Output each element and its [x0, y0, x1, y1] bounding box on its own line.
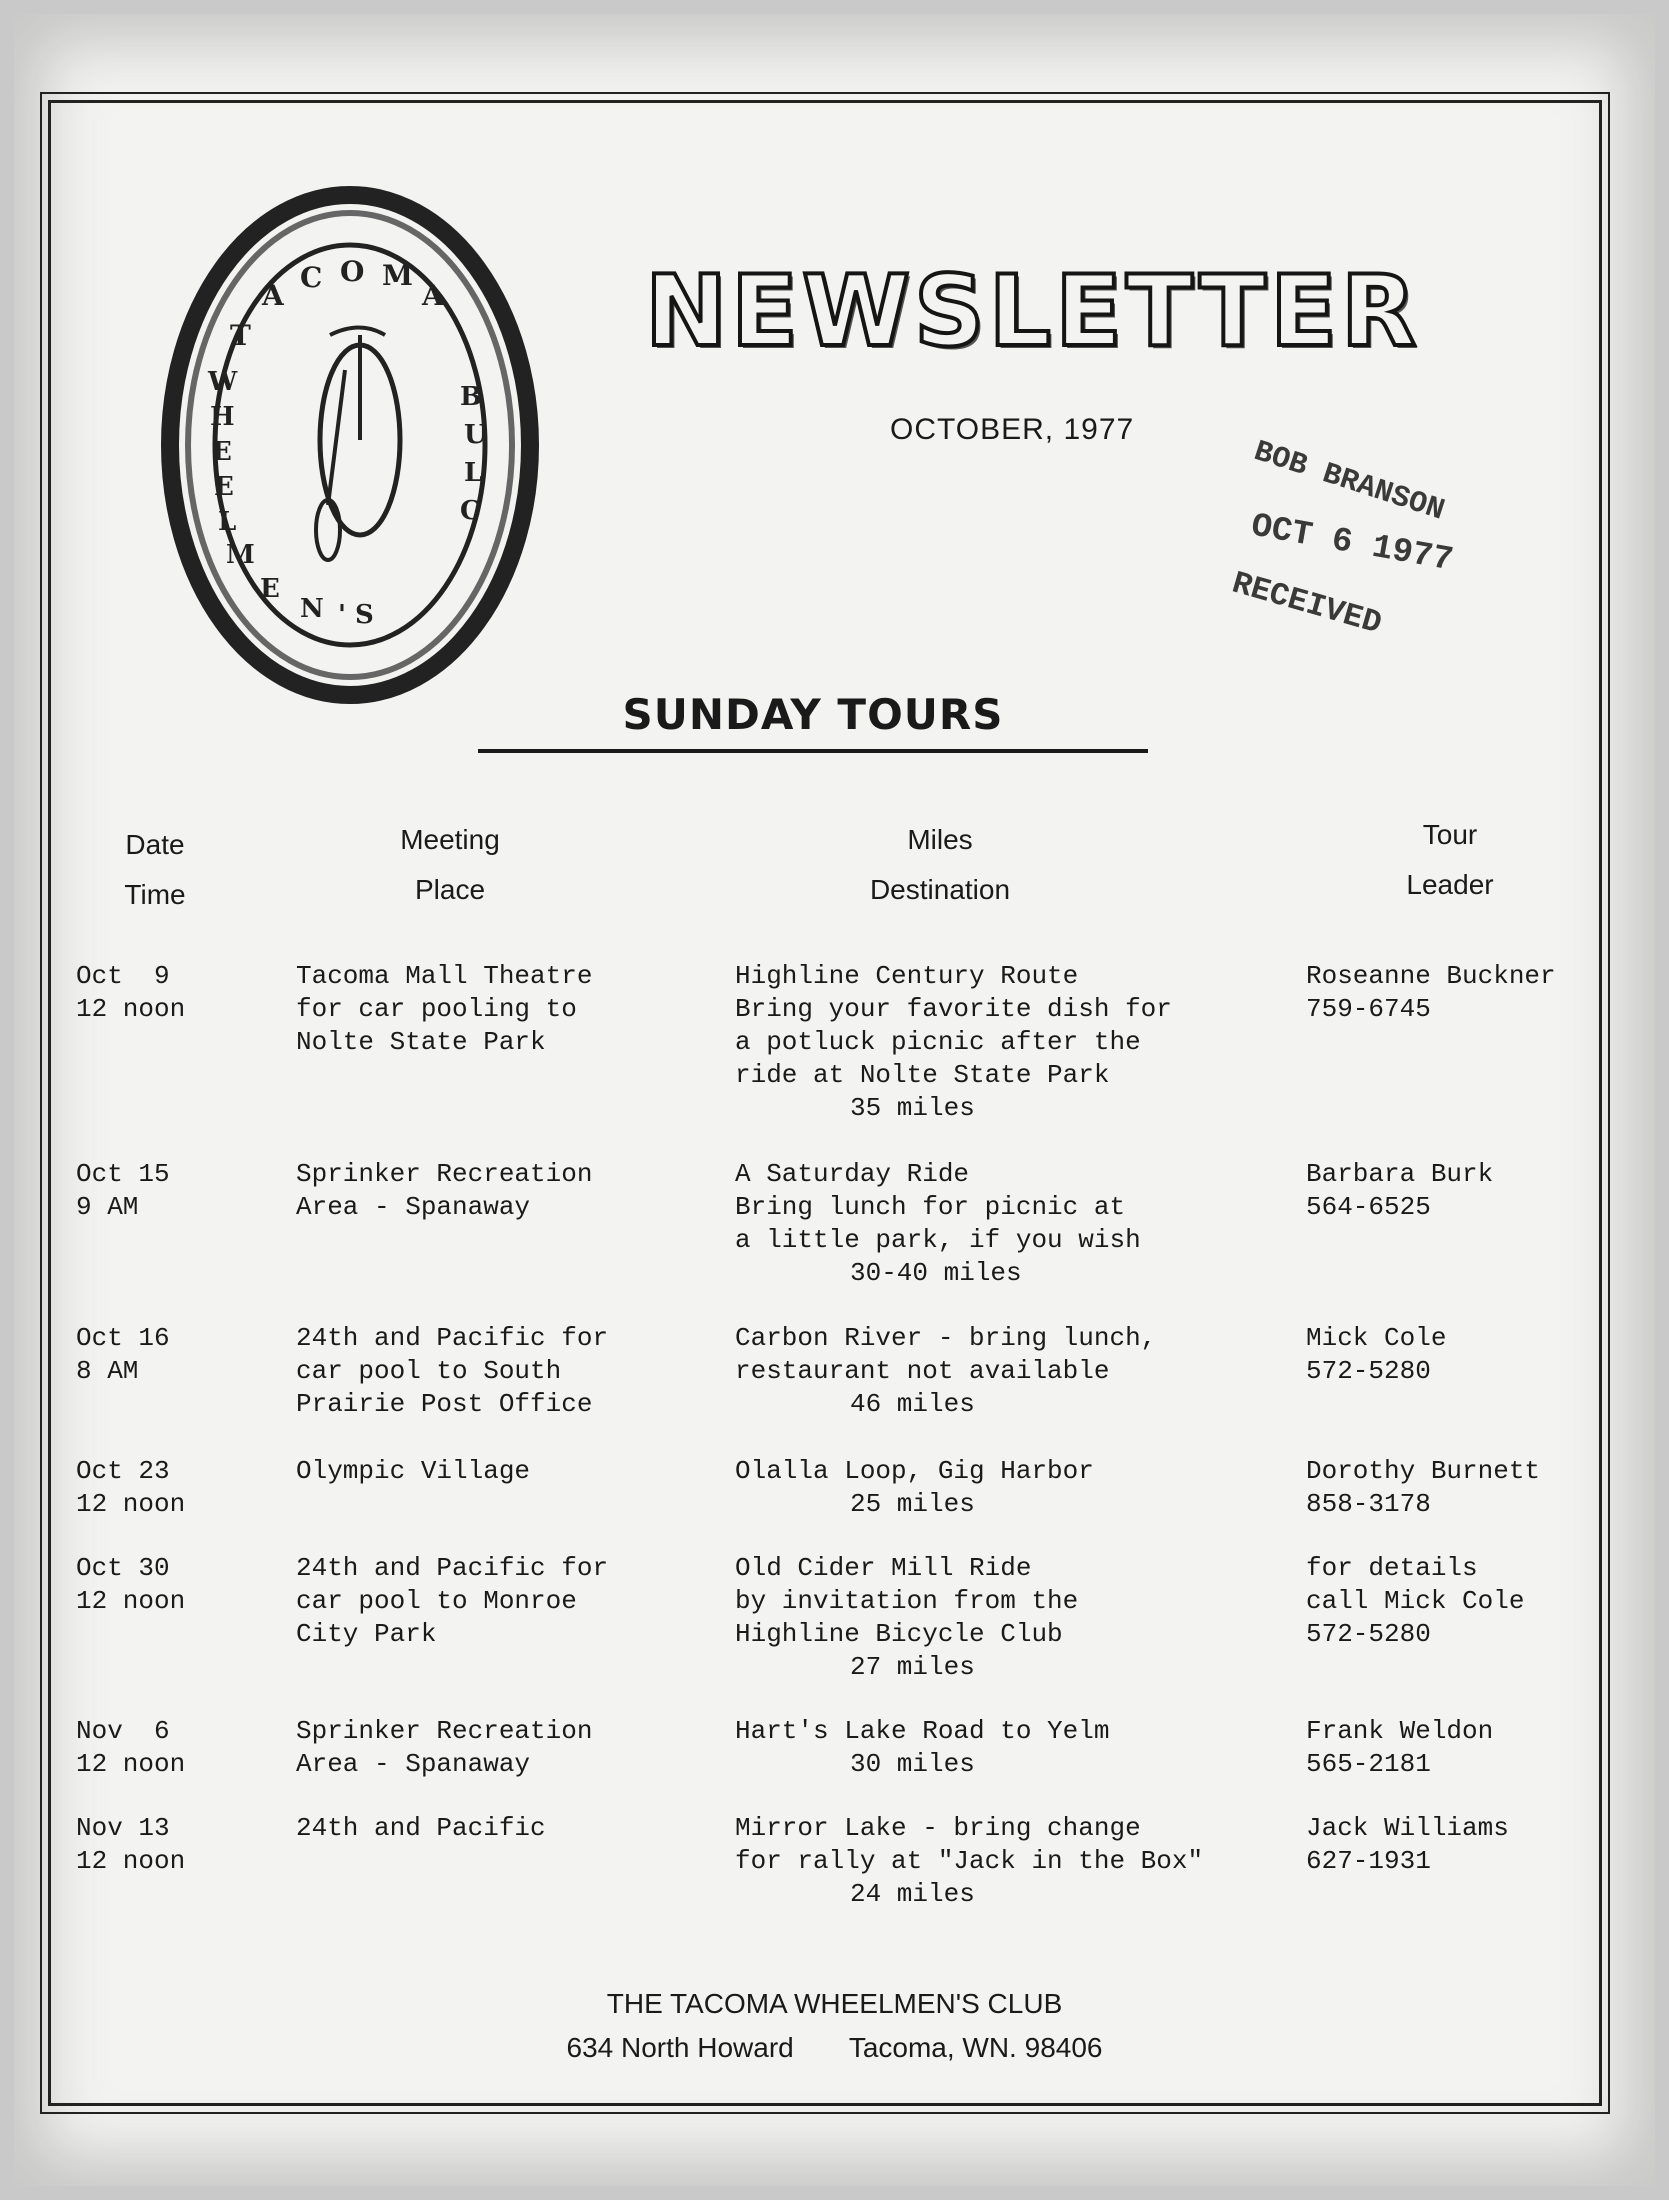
column-header-place: Meeting Place	[400, 824, 500, 905]
footer-club-name: THE TACOMA WHEELMEN'S CLUB	[606, 1988, 1063, 2019]
tour-dest: A Saturday Ride Bring lunch for picnic at a little park, if you wish 30-40 miles	[735, 1159, 1141, 1288]
footer-city: Tacoma, WN. 98406	[848, 2032, 1103, 2063]
tour-place: 24th and Pacific	[296, 1813, 546, 1843]
tour-leader: Frank Weldon 565-2181	[1306, 1716, 1494, 1779]
column-header-destination: Miles Destination	[869, 824, 1011, 905]
received-stamp	[1220, 435, 1550, 665]
tour-place: Olympic Village	[296, 1456, 531, 1486]
stamp-name: BOB BRANSON	[1249, 435, 1449, 529]
tour-place: Tacoma Mall Theatre for car pooling to Nolte State Park	[296, 961, 593, 1057]
tour-miles: 30 miles	[850, 1749, 975, 1779]
tour-place: 24th and Pacific for car pool to South Prairie Post Office	[296, 1323, 609, 1419]
issue-date: OCTOBER, 1977	[890, 413, 1135, 446]
tour-date: Oct 15 9 AM	[76, 1159, 170, 1222]
club-logo	[160, 185, 540, 705]
tour-date: Nov 6 12 noon	[76, 1716, 186, 1779]
tour-dest: Carbon River - bring lunch, restaurant not available 46 miles	[735, 1323, 1157, 1419]
tour-miles: 46 miles	[850, 1389, 975, 1419]
stamp-date: OCT 6 1977	[1248, 507, 1456, 581]
column-header-date: Date Time	[124, 829, 186, 910]
stamp-status: RECEIVED	[1227, 564, 1386, 643]
tour-dest: Old Cider Mill Ride by invitation from the Highline Bicycle Club 27 miles	[735, 1553, 1079, 1682]
footer-address	[0, 2032, 1669, 2064]
tour-miles: 35 miles	[850, 1093, 975, 1123]
tour-dest: Mirror Lake - bring change for rally at "Jack in the Box" 24 miles	[735, 1813, 1204, 1909]
section-title: SUNDAY TOURS	[622, 690, 1004, 739]
tour-dest: Olalla Loop, Gig Harbor 25 miles	[735, 1456, 1094, 1519]
tour-miles: 24 miles	[850, 1879, 975, 1909]
tour-miles: 25 miles	[850, 1489, 975, 1519]
tour-place: Sprinker Recreation Area - Spanaway	[296, 1716, 593, 1779]
tour-date: Oct 16 8 AM	[76, 1323, 170, 1386]
tour-place: Sprinker Recreation Area - Spanaway	[296, 1159, 593, 1222]
tour-place: 24th and Pacific for car pool to Monroe City Park	[296, 1553, 609, 1649]
column-header-leader: Tour Leader	[1406, 819, 1494, 900]
tour-date: Nov 13 12 noon	[76, 1813, 186, 1876]
tour-leader: for details call Mick Cole 572-5280	[1306, 1553, 1525, 1649]
tour-leader: Roseanne Buckner 759-6745	[1306, 961, 1556, 1024]
masthead-title: NEWSLETTER	[645, 255, 1421, 369]
footer-street: 634 North Howard	[566, 2032, 794, 2063]
tour-leader: Jack Williams 627-1931	[1306, 1813, 1509, 1876]
tour-leader: Dorothy Burnett 858-3178	[1306, 1456, 1541, 1519]
tour-leader: Mick Cole 572-5280	[1306, 1323, 1447, 1386]
tour-miles: 30-40 miles	[850, 1258, 1022, 1288]
tour-leader: Barbara Burk 564-6525	[1306, 1159, 1494, 1222]
tour-dest: Highline Century Route Bring your favorite dish for a potluck picnic after the ride at Nolte State Park 35 miles	[735, 961, 1172, 1123]
tour-date: Oct 9 12 noon	[76, 961, 186, 1024]
section-underline	[478, 749, 1148, 753]
tour-date: Oct 23 12 noon	[76, 1456, 186, 1519]
tour-date: Oct 30 12 noon	[76, 1553, 186, 1616]
svg-text:T A C O M: T A C O M A	[230, 255, 444, 352]
tour-dest: Hart's Lake Road to Yelm 30 miles	[735, 1716, 1110, 1779]
svg-text:WHE ELM EN' S: W H E E L M EN ' S B U L C	[208, 367, 487, 630]
tour-miles: 27 miles	[850, 1652, 975, 1682]
